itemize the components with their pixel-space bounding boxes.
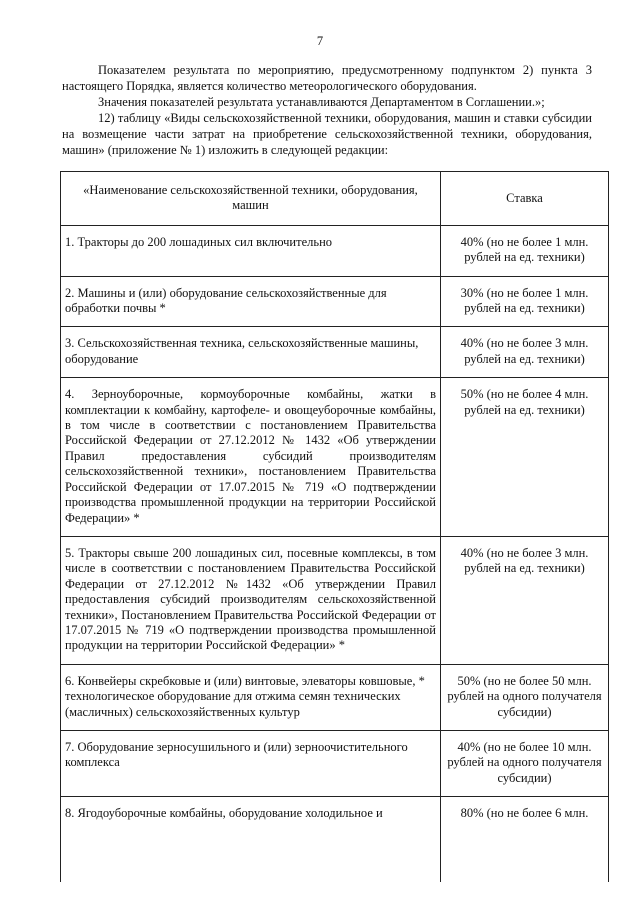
row-name: 6. Конвейеры скребковые и (или) винтовые, элеваторы ковшовые, * технологическое оборудование для отжима семян технических (масличных) сельскохозяйственных культур xyxy=(61,664,441,730)
row-name: 8. Ягодоуборочные комбайны, оборудование холодильное и xyxy=(61,797,441,882)
row-rate: 30% (но не более 1 млн. рублей на ед. техники) xyxy=(441,276,609,327)
table-header-row xyxy=(61,172,609,226)
table-row xyxy=(61,225,609,276)
row-rate: 40% (но не более 10 млн. рублей на одного получателя субсидии) xyxy=(441,730,609,796)
subsidy-rates-table xyxy=(60,171,609,882)
paragraph: 12) таблицу «Виды сельскохозяйственной техники, оборудования, машин и ставки субсидии на возмещение части затрат на приобретение сельскохозяйственной техники, оборудования, машин» (приложение № 1) изложить в следующей редакции: xyxy=(62,111,592,157)
row-name: 4. Зерноуборочные, кормоуборочные комбайны, жатки в комплектации к комбайну, картофеле- и овощеуборочные комбайны, в том числе в соответствии с постановлением Правительства Российской Федерации от 27.12.2012 № 1432 «Об утверждении Правил предоставления субсидий производителям сельскохозяйственной техники», постановлением Правительства Российской Федерации от 17.07.2015 № 719 «О подтверждении производства промышленной продукции на территории Российской Федерации» * xyxy=(61,378,441,537)
row-name: 3. Сельскохозяйственная техника, сельскохозяйственные машины, оборудование xyxy=(61,327,441,378)
paragraph: Показателем результата по мероприятию, предусмотренному подпунктом 2) пункта 3 настоящего Порядка, является количество метеорологического оборудования. xyxy=(62,63,592,93)
row-name: 1. Тракторы до 200 лошадиных сил включительно xyxy=(61,225,441,276)
row-name: 2. Машины и (или) оборудование сельскохозяйственные для обработки почвы * xyxy=(61,276,441,327)
table-row xyxy=(61,536,609,664)
intro-text xyxy=(62,62,592,158)
table-row xyxy=(61,664,609,730)
table-row xyxy=(61,327,609,378)
row-rate: 40% (но не более 3 млн. рублей на ед. техники) xyxy=(441,536,609,664)
row-name: 7. Оборудование зерносушильного и (или) зерноочистительного комплекса xyxy=(61,730,441,796)
row-rate: 80% (но не более 6 млн. xyxy=(441,797,609,882)
paragraph: Значения показателей результата устанавливаются Департаментом в Соглашении.»; xyxy=(98,95,545,109)
row-rate: 40% (но не более 3 млн. рублей на ед. техники) xyxy=(441,327,609,378)
table-row xyxy=(61,797,609,882)
table-row xyxy=(61,730,609,796)
row-rate: 50% (но не более 4 млн. рублей на ед. техники) xyxy=(441,378,609,537)
row-name: 5. Тракторы свыше 200 лошадиных сил, посевные комплексы, в том числе в соответствии с постановлением Правительства Российской Федерации от 27.12.2012 №1432 «Об утверждении Правил предоставления субсидий производителям сельскохозяйственной техники», Постановлением Правительства Российской Федерации от 17.07.2015 № 719 «О подтверждении производства промышленной продукции на территории Российской Федерации» * xyxy=(61,536,441,664)
column-header-name: «Наименование сельскохозяйственной техники, оборудования, машин xyxy=(61,172,441,226)
row-rate: 40% (но не более 1 млн. рублей на ед. техники) xyxy=(441,225,609,276)
table-row xyxy=(61,378,609,537)
row-rate: 50% (но не более 50 млн. рублей на одного получателя субсидии) xyxy=(441,664,609,730)
page-number: 7 xyxy=(316,34,324,48)
column-header-rate: Ставка xyxy=(441,172,609,226)
table-row xyxy=(61,276,609,327)
